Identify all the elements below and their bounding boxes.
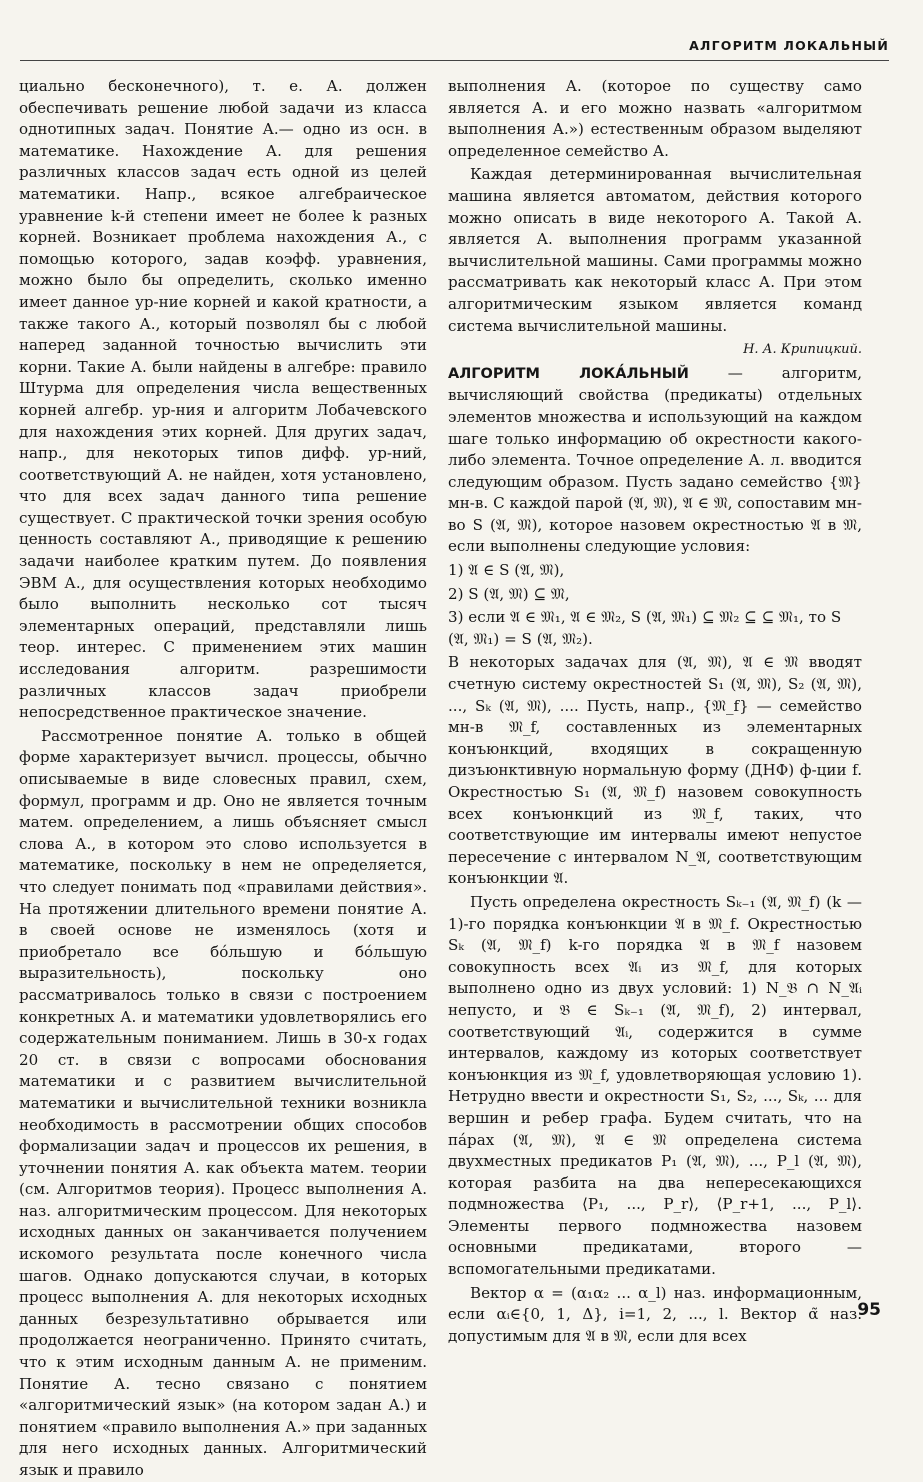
paragraph: Пусть определена окрестность Sₖ₋₁ (𝔄, 𝔐_f) (k — 1)-го порядка конъюнкции 𝔄 в 𝔐_f. Окрестностью Sₖ (𝔄, 𝔐_f) k-го порядка 𝔄 в 𝔐_f назовем совокупность всех 𝔄ᵢ из 𝔐_f, для которых выполнено одно из двух условий: 1) N_𝔅 ∩ N_𝔄ᵢ непусто, и 𝔅 ∈ Sₖ₋₁ (𝔄, 𝔐_f), 2) интервал, соответствующий 𝔄ᵢ, содержится в сумме интервалов, каждому из которых соответствует конъюнкция из 𝔐_f, удовлетворяющая условию 1). Нетрудно ввести и окрестности S₁, S₂, ..., Sₖ, ... для вершин и ребер графа. Будем считать, что на па́рах (𝔄, 𝔐), 𝔄 ∈ 𝔐 определена система двухместных предикатов P₁ (𝔄, 𝔐), ..., P_l (𝔄, 𝔐), которая разбита на два непересекающихся подмножества ⟨P₁, ..., P_r⟩, ⟨P_r+1, ..., P_l⟩. Элементы первого подмножества назовем основными предикатами, второго — вспомогательными предикатами. xyxy=(448,892,862,1279)
condition-3: 3) если 𝔄 ∈ 𝔐₁, 𝔄 ∈ 𝔐₂, S (𝔄, 𝔐₁) ⊆ 𝔐₂ ⊆ ⊆ 𝔐₁, то S (𝔄, 𝔐₁) = S (𝔄, 𝔐₂). xyxy=(448,608,842,648)
condition-2: 2) S (𝔄, 𝔐) ⊆ 𝔐, xyxy=(448,584,570,603)
paragraph: Вектор α = (α₁α₂ ... α_l) наз. информационным, если αᵢ∈{0, 1, Δ}, i=1, 2, ..., l. Вектор α̃ наз. допустимым для 𝔄 в 𝔐, если для всех xyxy=(448,1283,862,1345)
left-column xyxy=(19,76,427,1482)
right-column xyxy=(448,76,862,1347)
page-number: 95 xyxy=(857,1300,881,1320)
paragraph: Каждая детерминированная вычислительная машина является автоматом, действия которого можно описать в виде некоторого А. Такой А. является А. выполнения программ указанной вычислительной машины. Сами программы можно рассматривать как некоторый класс А. При этом алгоритмическим языком является команд система вычислительной машины. xyxy=(448,165,862,335)
author-signature: Н. А. Крипицкий. xyxy=(743,342,862,358)
condition-1: 1) 𝔄 ∈ S (𝔄, 𝔐), xyxy=(448,561,565,580)
entry-paragraph xyxy=(448,363,862,558)
paragraph: Рассмотренное понятие А. только в общей форме характеризует вычисл. процессы, обычно описываемые в виде словесных правил, схем, формул, программ и др. Оно не является точным матем. определением, а лишь объясняет смысл слова А., в котором это слово используется в математике, поскольку в нем не определяется, что следует понимать под «правилами действия». На протяжении длительного времени понятие А. в своей основе не изменялось (хотя и приобретало все бо́льшую и бо́льшую выразительность), поскольку оно рассматривалось только в связи с построением конкретных А. и математики удовлетворялись его содержательным пониманием. Лишь в 30-х годах 20 ст. в связи с вопросами обоснования математики и с развитием вычислительной математики и вычислительной техники возникла необходимость в рассмотрении общих способов формализации задач и процессов их решения, в уточнении понятия А. как объекта матем. теории (см. Алгоритмов теория). Процесс выполнения А. наз. алгоритмическим процессом. Для некоторых исходных данных он заканчивается получением искомого результата после конечного числа шагов. Однако допускаются случаи, в которых процесс выполнения А. для некоторых исходных данных безрезультативно обрывается или продолжается неограниченно. Принято считать, что к этим исходным данным А. не применим. Понятие А. тесно связано с понятием «алгоритмический язык» (на котором задан А.) и понятием «правило выполнения А.» при заданных для него исходных данных. Алгоритмический язык и правило xyxy=(19,726,427,1479)
running-head: АЛГОРИТМ ЛОКАЛЬНЫЙ xyxy=(689,38,889,53)
entry-definition: — алгоритм, вычисляющий свойства (предикаты) отдельных элементов множества и использующий на каждом шаге только информацию об окрестности какого-либо элемента. Точное определение А. л. вводится следующим образом. Пусть задано семейство {𝔐} мн-в. С каждой парой (𝔄, 𝔐), 𝔄 ∈ 𝔐, сопоставим мн-во S (𝔄, 𝔐), которое назовем окрестностью 𝔄 в 𝔐, если выполнены следующие условия: xyxy=(448,363,862,556)
entry-term: АЛГОРИТМ ЛОКА́ЛЬНЫЙ xyxy=(448,365,689,382)
header-rule xyxy=(20,60,889,61)
paragraph: выполнения А. (которое по существу само является А. и его можно назвать «алгоритмом выполнения А.») естественным образом выделяют определенное семейство А. xyxy=(448,77,862,160)
paragraph: В некоторых задачах для (𝔄, 𝔐), 𝔄 ∈ 𝔐 вводят счетную систему окрестностей S₁ (𝔄, 𝔐), S₂ (𝔄, 𝔐), ..., Sₖ (𝔄, 𝔐), .... Пусть, напр., {𝔐_f} — семейство мн-в 𝔐_f, составленных из элементарных конъюнкций, входящих в сокращенную дизъюнктивную нормальную форму (ДНФ) ф-ции f. Окрестностью S₁ (𝔄, 𝔐_f) назовем совокупность всех конъюнкций из 𝔐_f, таких, что соответствующие им интервалы имеют непустое пересечение с интервалом N_𝔄, соответствующим конъюнкции 𝔄. xyxy=(448,653,862,888)
paragraph: циально бесконечного), т. е. А. должен обеспечивать решение любой задачи из класса однотипных задач. Понятие А.— одно из осн. в математике. Нахождение А. для решения различных классов задач есть одной из целей математики. Напр., всякое алгебраическое уравнение k-й степени имеет не более k разных корней. Возникает проблема нахождения А., с помощью которого, задав коэфф. уравнения, можно было бы определить, сколько именно имеет данное ур-ние корней и какой кратности, а также такого А., который позволял бы с любой наперед заданной точностью вычислить эти корни. Такие А. были найдены в алгебре: правило Штурма для определения числа вещественных корней алгебр. ур-ния и алгоритм Лобачевского для нахождения этих корней. Для других задач, напр., для некоторых типов дифф. ур-ний, соответствующий А. не найден, хотя установлено, что для всех задач данного типа решение существует. С практической точки зрения особую ценность составляют А., приводящие к решению задачи наиболее кратким путем. До появления ЭВМ А., для осуществления которых необходимо было выполнить несколько сот тысяч элементарных операций, представляли лишь теор. интерес. С применением этих машин исследования алгоритм. разрешимости различных классов задач приобрели непосредственное практическое значение. xyxy=(19,77,427,722)
